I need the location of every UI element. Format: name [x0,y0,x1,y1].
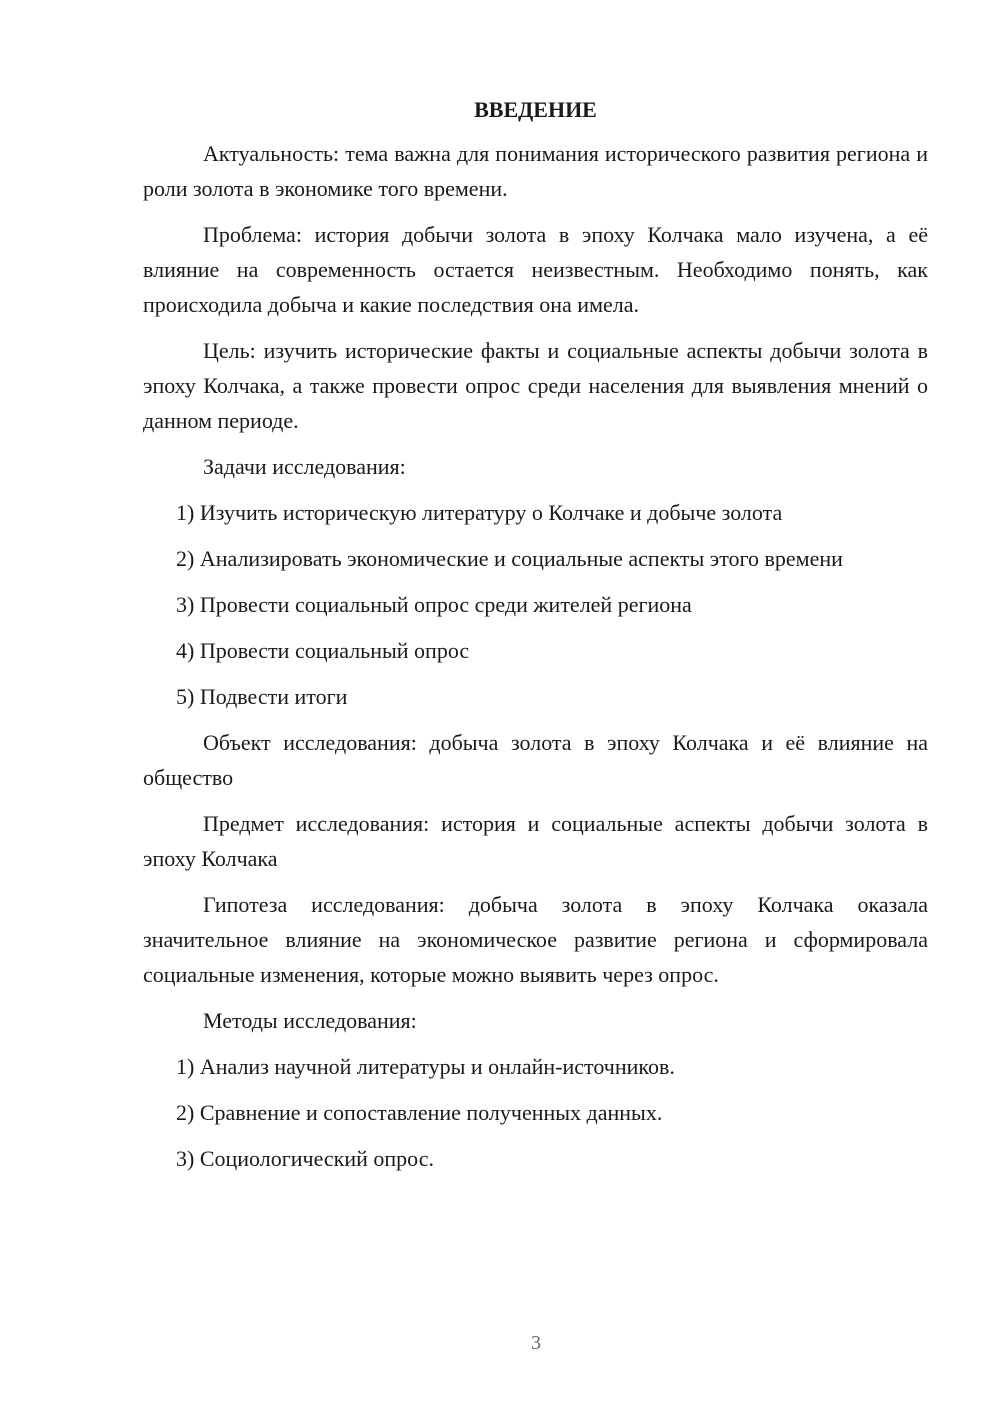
method-item-2: 2) Сравнение и сопоставление полученных данных. [176,1100,663,1125]
subject-paragraph: Предмет исследования: история и социальные аспекты добычи золота в эпоху Колчака [143,811,928,871]
relevance-paragraph: Актуальность: тема важна для понимания исторического развития региона и роли золота в экономике того времени. [143,141,928,201]
problem-paragraph: Проблема: история добычи золота в эпоху Колчака мало изучена, а её влияние на современность остается неизвестным. Необходимо понять, как происходила добыча и какие последствия она имела. [143,222,928,317]
tasks-heading: Задачи исследования: [203,454,406,479]
task-item-2: 2) Анализировать экономические и социальные аспекты этого времени [176,546,843,571]
page-number-container [72,1332,1000,1355]
hypothesis-paragraph: Гипотеза исследования: добыча золота в эпоху Колчака оказала значительное влияние на экономическое развитие региона и сформировала социальные изменения, которые можно выявить через опрос. [143,892,928,987]
task-item-3: 3) Провести социальный опрос среди жителей региона [176,592,692,617]
task-item-5: 5) Подвести итоги [176,684,348,709]
methods-heading: Методы исследования: [203,1008,417,1033]
task-item-1: 1) Изучить историческую литературу о Колчаке и добыче золота [176,500,783,525]
method-item-3: 3) Социологический опрос. [176,1146,434,1171]
task-item-4: 4) Провести социальный опрос [176,638,470,663]
goal-paragraph: Цель: изучить исторические факты и социальные аспекты добычи золота в эпоху Колчака, а также провести опрос среди населения для выявления мнений о данном периоде. [143,338,928,433]
object-paragraph: Объект исследования: добыча золота в эпоху Колчака и её влияние на общество [143,730,928,790]
page-title: ВВЕДЕНИЕ [474,97,597,122]
document-body [143,95,928,1187]
page-number: 3 [531,1332,541,1354]
method-item-1: 1) Анализ научной литературы и онлайн-источников. [176,1054,675,1079]
